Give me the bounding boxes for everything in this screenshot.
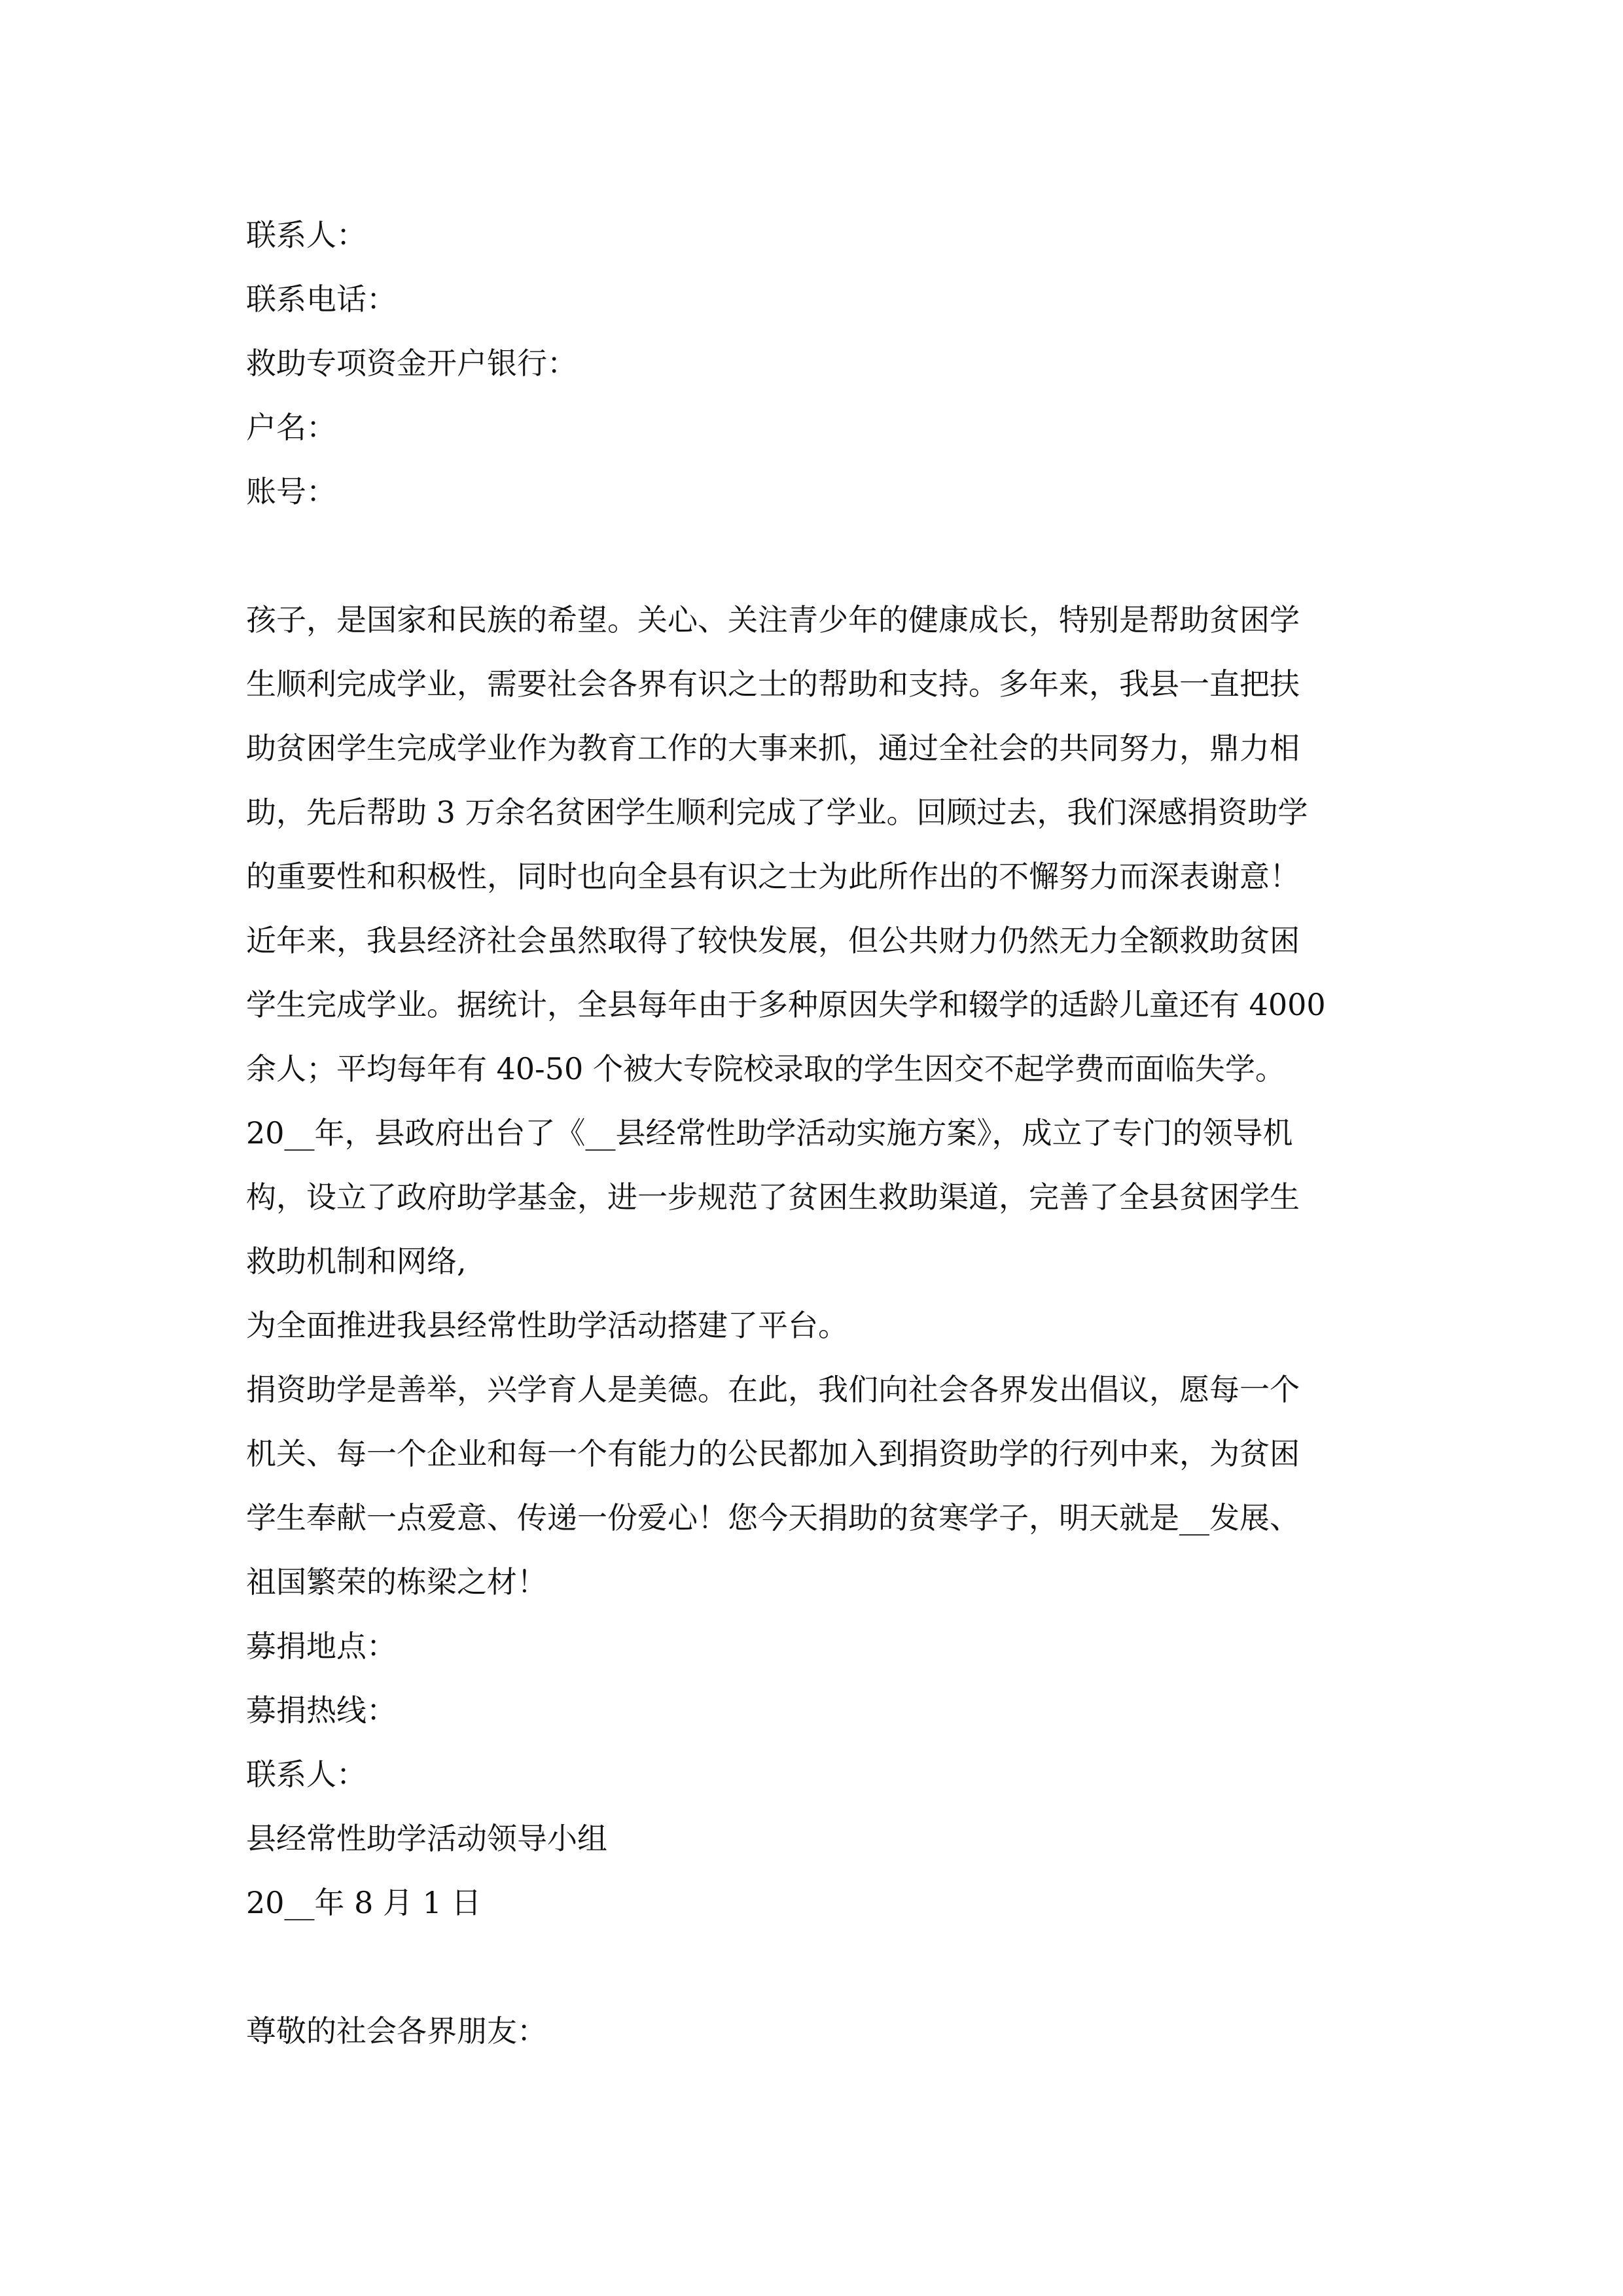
paragraph-spacer [246, 1935, 1398, 1999]
closing-contact-person-label: 联系人： [246, 1757, 366, 1792]
bank-label: 救助专项资金开户银行： [246, 346, 577, 381]
body-line: 学生奉献一点爱意、传递一份爱心！您今天捐助的贫寒学子，明天就是__发展、 [246, 1500, 1300, 1535]
body-line: 捐资助学是善举，兴学育人是美德。在此，我们向社会各界发出倡议，愿每一个 [246, 1372, 1300, 1407]
paragraph-spacer [246, 524, 1398, 588]
document-date: 20__年 8 月 1 日 [246, 1885, 482, 1920]
body-line: 祖国繁荣的栋梁之材！ [246, 1564, 547, 1600]
body-line: 机关、每一个企业和每一个有能力的公民都加入到捐资助学的行列中来，为贫困 [246, 1436, 1300, 1471]
contact-person-label: 联系人： [246, 217, 366, 253]
body-line: 学生完成学业。据统计，全县每年由于多种原因失学和辍学的适龄儿童还有 4000 [246, 987, 1326, 1022]
organizer-signature: 县经常性助学活动领导小组 [246, 1821, 607, 1856]
account-number-label: 账号： [246, 474, 336, 509]
body-line: 20__年，县政府出台了《__县经常性助学活动实施方案》，成立了专门的领导机 [246, 1115, 1293, 1151]
account-name-label: 户名： [246, 410, 336, 445]
body-line: 近年来，我县经济社会虽然取得了较快发展，但公共财力仍然无力全额救助贫困 [246, 923, 1300, 958]
donation-hotline-label: 募捐热线： [246, 1693, 397, 1728]
body-line: 救助机制和网络, [246, 1244, 467, 1279]
body-line: 的重要性和积极性，同时也向全县有识之士为此所作出的不懈努力而深表谢意！ [246, 859, 1300, 894]
body-line: 构，设立了政府助学基金，进一步规范了贫困生救助渠道，完善了全县贫困学生 [246, 1179, 1300, 1215]
salutation: 尊敬的社会各界朋友： [246, 2013, 547, 2049]
document-body [246, 203, 1398, 2063]
contact-phone-label: 联系电话： [246, 281, 397, 317]
body-line: 余人；平均每年有 40-50 个被大专院校录取的学生因交不起学费而面临失学。 [246, 1051, 1285, 1086]
donation-location-label: 募捐地点： [246, 1628, 397, 1664]
body-line: 孩子，是国家和民族的希望。关心、关注青少年的健康成长，特别是帮助贫困学 [246, 602, 1300, 637]
body-line: 为全面推进我县经常性助学活动搭建了平台。 [246, 1308, 848, 1343]
body-line: 助贫困学生完成学业作为教育工作的大事来抓，通过全社会的共同努力，鼎力相 [246, 730, 1300, 766]
body-line: 生顺利完成学业，需要社会各界有识之士的帮助和支持。多年来，我县一直把扶 [246, 666, 1300, 702]
body-line: 助，先后帮助 3 万余名贫困学生顺利完成了学业。回顾过去，我们深感捐资助学 [246, 795, 1308, 830]
